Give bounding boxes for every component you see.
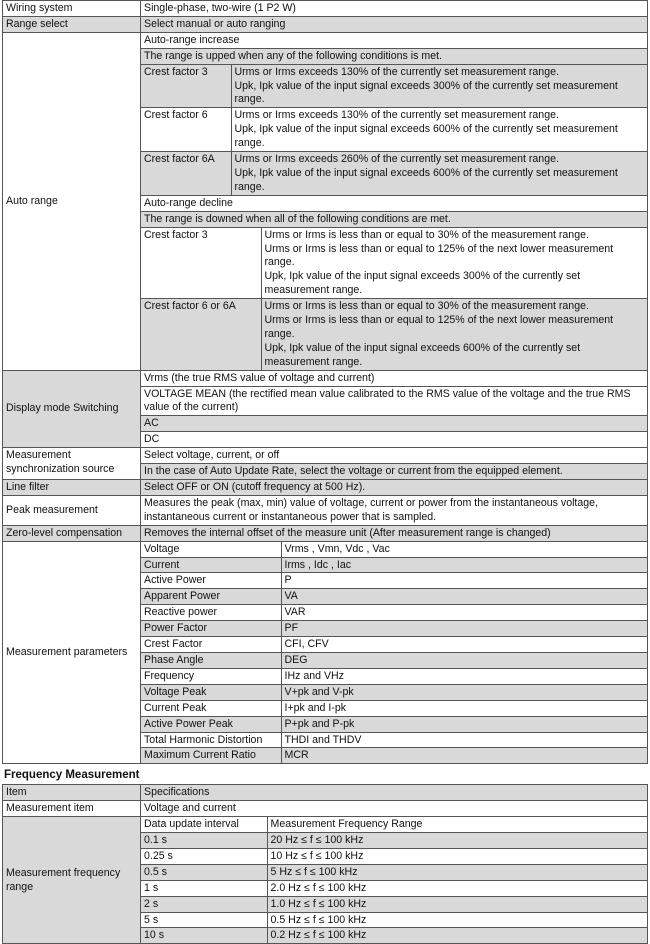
sync-source-table [141,448,647,479]
update-interval: 1 s [141,880,267,896]
condition-line: Upk, Ipk value of the input signal exceeds 600% of the currently set measurement range. [234,166,618,193]
param-name: Frequency [141,668,281,684]
condition-line: Upk, Ipk value of the input signal exceeds 600% of the currently set measurement range. [234,123,618,150]
table-row [141,848,647,864]
table-row [141,732,647,748]
table-row [3,525,648,541]
column-header-interval: Data update interval [141,817,267,832]
row-label: Measurement synchronization source [3,448,141,480]
param-name: Reactive power [141,605,281,621]
frequency-range: 5 Hz ≤ f ≤ 100 kHz [267,864,647,880]
table-row [141,896,647,912]
column-header-spec: Specifications [141,785,648,801]
table-row [3,32,648,370]
table-row [141,621,647,637]
param-name: Phase Angle [141,652,281,668]
frequency-range: 10 Hz ≤ f ≤ 100 kHz [267,848,647,864]
param-symbols: VAR [281,605,647,621]
table-row [3,785,648,801]
increase-title: Auto-range increase [141,33,647,48]
condition-text [261,299,647,370]
table-row [3,16,648,32]
param-symbols: P [281,573,647,589]
row-value: Select OFF or ON (cutoff frequency at 500 Hz). [141,480,648,496]
decline-note: The range is downed when all of the following conditions are met. [141,211,647,227]
list-item: AC [141,416,647,432]
row-label: Range select [3,16,141,32]
row-label: Zero-level compensation [3,525,141,541]
row-label: Measurement frequency range [3,817,141,944]
table-row [141,557,647,573]
param-name: Active Power Peak [141,716,281,732]
table-row [3,541,648,764]
condition-line: Urms or Irms exceeds 130% of the currently set measurement range. [234,65,559,78]
decline-title: Auto-range decline [141,195,647,211]
condition-line: Urms or Irms exceeds 260% of the currently set measurement range. [234,153,559,166]
update-interval: 0.5 s [141,864,267,880]
param-name: Total Harmonic Distortion [141,732,281,748]
param-symbols: THDI and THDV [281,732,647,748]
update-interval: 2 s [141,896,267,912]
update-interval: 0.1 s [141,833,267,849]
param-name: Apparent Power [141,589,281,605]
freq-range-table [141,817,647,943]
frequency-table [2,784,648,944]
decline-table [141,228,647,370]
column-header-range: Measurement Frequency Range [267,817,647,832]
row-value: Removes the internal offset of the measure unit (After measurement range is changed) [141,525,648,541]
params-cell [141,541,648,764]
row-label: Display mode Switching [3,370,141,448]
condition-text [231,108,647,152]
param-name: Power Factor [141,621,281,637]
condition-text [261,228,647,299]
row-label: Peak measurement [3,495,141,525]
table-row [3,480,648,496]
condition-line: Upk, Ipk value of the input signal exceeds 300% of the currently set measurement range. [264,270,581,297]
param-symbols: VA [281,589,647,605]
param-symbols: Vrms , Vmn, Vdc , Vac [281,542,647,557]
row-value: Select manual or auto ranging [141,16,648,32]
crest-factor-label: Crest factor 6A [141,152,231,196]
update-interval: 0.25 s [141,848,267,864]
param-name: Current [141,557,281,573]
crest-factor-label: Crest factor 3 [141,64,231,108]
row-label: Line filter [3,480,141,496]
table-row [3,370,648,448]
table-row [141,716,647,732]
update-interval: 10 s [141,928,267,943]
table-row [141,748,647,763]
table-row [3,448,648,480]
table-row [141,542,647,557]
row-value: Voltage and current [141,801,648,817]
param-symbols: CFI, CFV [281,637,647,653]
table-row [141,668,647,684]
row-label: Measurement item [3,801,141,817]
crest-factor-label: Crest factor 6 [141,108,231,152]
condition-line: Upk, Ipk value of the input signal exceeds 300% of the currently set measurement range. [234,79,618,106]
frequency-range: 2.0 Hz ≤ f ≤ 100 kHz [267,880,647,896]
param-name: Crest Factor [141,637,281,653]
condition-line: Urms or Irms is less than or equal to 30% of the measurement range. [264,228,589,241]
list-item: DC [141,432,647,447]
table-row [141,912,647,928]
decline-block [141,227,647,370]
table-row [141,700,647,716]
param-name: Voltage [141,542,281,557]
display-mode-table [141,371,647,448]
condition-text [231,152,647,196]
param-symbols: V+pk and V-pk [281,684,647,700]
list-item: Vrms (the true RMS value of voltage and current) [141,371,647,386]
auto-range-cell [141,32,648,370]
row-value: Single-phase, two-wire (1 P2 W) [141,1,648,17]
param-symbols: IHz and VHz [281,668,647,684]
param-symbols: I+pk and I-pk [281,700,647,716]
freq-range-cell [141,817,648,944]
param-name: Voltage Peak [141,684,281,700]
condition-line: Upk, Ipk value of the input signal exceeds 600% of the currently set measurement range. [264,341,581,368]
param-symbols: MCR [281,748,647,763]
params-table [141,542,647,764]
table-row [141,652,647,668]
table-row [141,573,647,589]
row-value: Measures the peak (max, min) value of voltage, current or power from the instantaneous voltage, instantaneous current or instantaneous power that is sampled. [141,495,648,525]
crest-factor-label: Crest factor 6 or 6A [141,299,261,370]
param-name: Maximum Current Ratio [141,748,281,763]
table-row [141,833,647,849]
table-row [141,864,647,880]
auto-range-table [141,33,647,370]
frequency-range: 1.0 Hz ≤ f ≤ 100 kHz [267,896,647,912]
document [2,0,648,944]
spec-table [2,0,648,764]
display-mode-cell [141,370,648,448]
column-header-item: Item [3,785,141,801]
condition-line: Urms or Irms exceeds 130% of the currently set measurement range. [234,109,559,122]
increase-note: The range is upped when any of the following conditions is met. [141,48,647,64]
table-row [141,637,647,653]
condition-text [231,64,647,108]
param-symbols: DEG [281,652,647,668]
list-item: VOLTAGE MEAN (the rectified mean value calibrated to the RMS value of the voltage and the true RMS value of the current) [141,386,647,416]
param-name: Active Power [141,573,281,589]
table-row [3,817,648,944]
frequency-heading: Frequency Measurement [4,769,140,782]
table-row [3,495,648,525]
table-row [3,1,648,17]
condition-line: Urms or Irms is less than or equal to 30% of the measurement range. [264,300,589,313]
frequency-range: 0.2 Hz ≤ f ≤ 100 kHz [267,928,647,943]
condition-line: Urms or Irms is less than or equal to 125% of the next lower measurement range. [264,242,614,269]
table-row [141,589,647,605]
list-item: In the case of Auto Update Rate, select the voltage or current from the equipped element. [141,464,647,479]
list-item: Select voltage, current, or off [141,448,647,463]
frequency-range: 20 Hz ≤ f ≤ 100 kHz [267,833,647,849]
frequency-range: 0.5 Hz ≤ f ≤ 100 kHz [267,912,647,928]
param-symbols: PF [281,621,647,637]
table-row [141,880,647,896]
param-symbols: P+pk and P-pk [281,716,647,732]
param-symbols: Irms , Idc , Iac [281,557,647,573]
condition-line: Urms or Irms is less than or equal to 125% of the next lower measurement range. [264,314,614,340]
table-row [141,605,647,621]
row-label: Measurement parameters [3,541,141,764]
crest-factor-label: Crest factor 3 [141,228,261,299]
param-name: Current Peak [141,700,281,716]
table-row [141,684,647,700]
row-label: Auto range [3,32,141,370]
table-row [141,928,647,943]
table-row [3,801,648,817]
sync-source-cell [141,448,648,480]
update-interval: 5 s [141,912,267,928]
row-label: Wiring system [3,1,141,17]
